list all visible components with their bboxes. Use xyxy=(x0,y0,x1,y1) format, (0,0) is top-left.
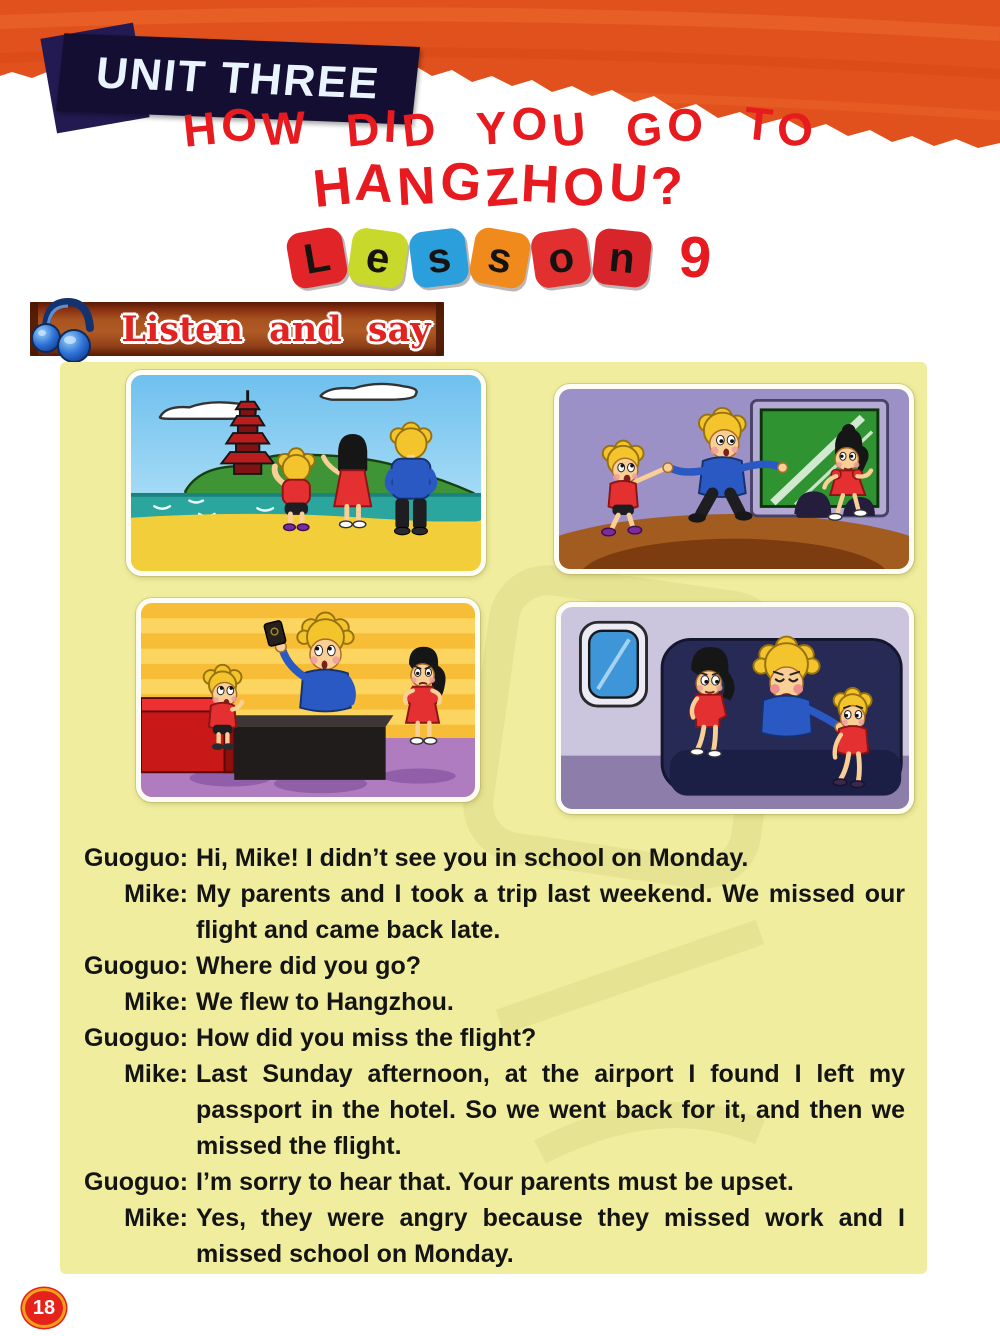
lesson-title-line2: HANGZHOU? xyxy=(309,150,689,219)
speech-text: Last Sunday afternoon, at the airport I found I left my passport in the hotel. So we went back for it, and then we missed the flight. xyxy=(196,1060,905,1160)
lesson-tile: n xyxy=(591,227,653,289)
lesson-tile: e xyxy=(346,226,409,289)
lesson-tile: L xyxy=(284,225,349,290)
dialogue-row xyxy=(84,840,905,876)
speaker-label: Mike: xyxy=(124,988,188,1016)
speech-text: My parents and I took a trip last weekend. We missed our flight and came back late. xyxy=(196,880,905,944)
content-box xyxy=(60,362,927,1274)
dialogue-row xyxy=(84,1020,905,1056)
speaker-label: Mike: xyxy=(124,1204,188,1232)
speech-text: Where did you go? xyxy=(196,952,421,980)
lesson-number: 9 xyxy=(677,224,713,291)
story-panel-plane xyxy=(556,602,914,814)
page-number-badge xyxy=(22,1288,66,1328)
unit-label: UNIT THREE xyxy=(93,48,383,109)
speaker-label: Guoguo: xyxy=(84,952,189,980)
listen-and-say-banner xyxy=(30,302,444,356)
speaker-label: Guoguo: xyxy=(84,1024,189,1052)
dialogue-row xyxy=(84,1164,905,1200)
dialogue-row xyxy=(84,876,905,948)
speech-text: How did you miss the flight? xyxy=(196,1024,537,1052)
lesson-tile: o xyxy=(529,226,592,289)
headphones-icon xyxy=(30,290,98,368)
speech-text: Yes, they were angry because they missed work and I missed school on Monday. xyxy=(196,1204,905,1268)
speaker-label: Guoguo: xyxy=(84,1168,189,1196)
listen-and-say-label: Listen and say xyxy=(121,308,431,350)
lesson-tile: s xyxy=(467,225,532,290)
speech-text: We flew to Hangzhou. xyxy=(196,988,454,1016)
speech-text: I’m sorry to hear that. Your parents must be upset. xyxy=(196,1168,794,1196)
dialogue xyxy=(84,840,905,1272)
page-number: 18 xyxy=(32,1296,56,1319)
speaker-label: Mike: xyxy=(124,880,188,908)
lesson-tile: s xyxy=(408,226,470,288)
story-panel-beach xyxy=(126,370,486,576)
speech-text: Hi, Mike! I didn’t see you in school on Monday. xyxy=(196,844,749,872)
lesson-tiles xyxy=(289,230,650,286)
dialogue-row xyxy=(84,1056,905,1164)
lesson-row xyxy=(0,224,1000,291)
dialogue-row xyxy=(84,984,905,1020)
speaker-label: Guoguo: xyxy=(84,844,189,872)
dialogue-row xyxy=(84,948,905,984)
story-panel-hotel xyxy=(136,598,480,802)
lesson-title xyxy=(0,96,1000,219)
story-panel-hurry xyxy=(554,384,914,574)
speaker-label: Mike: xyxy=(124,1060,188,1088)
dialogue-row xyxy=(84,1200,905,1272)
lesson-title-line1: HOW DID YOU GO TO xyxy=(180,96,820,157)
